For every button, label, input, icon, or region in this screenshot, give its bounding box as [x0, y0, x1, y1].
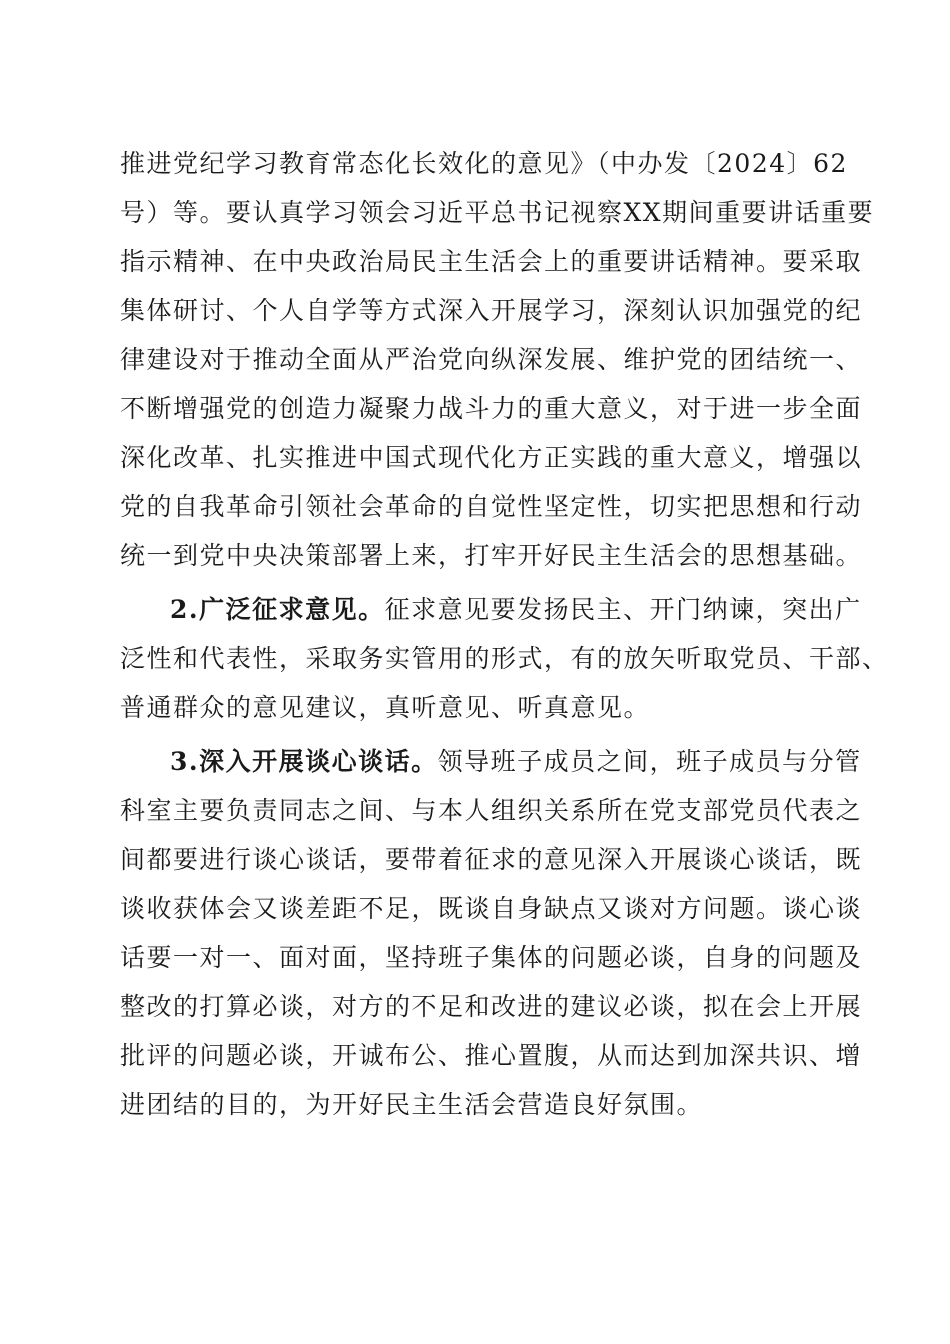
text-line — [120, 585, 862, 634]
text-line — [120, 737, 862, 786]
text-line: 律建设对于推动全面从严治党向纵深发展、维护党的团结统一、 — [120, 345, 863, 374]
text-line: 科室主要负责同志之间、与本人组织关系所在党支部党员代表之 — [120, 796, 863, 825]
text-line: 进团结的目的，为开好民主生活会营造良好氛围。 — [120, 1090, 704, 1119]
document-body — [120, 139, 889, 1129]
section-text: 征求意见要发扬民主、开门纳谏，突出广 — [384, 595, 862, 624]
section-heading: 3.深入开展谈心谈话。 — [170, 747, 438, 776]
text-line: 话要一对一、面对面，坚持班子集体的问题必谈，自身的问题及 — [120, 943, 863, 972]
text-line: 党的自我革命引领社会革命的自觉性坚定性，切实把思想和行动 — [120, 492, 863, 521]
text-line: 泛性和代表性，采取务实管用的形式，有的放矢听取党员、干部、 — [120, 644, 889, 673]
text-line: 集体研讨、个人自学等方式深入开展学习，深刻认识加强党的纪 — [120, 296, 863, 325]
text-line: 普通群众的意见建议，真听意见、听真意见。 — [120, 693, 651, 722]
paragraph-study — [120, 139, 875, 580]
text-line: 间都要进行谈心谈话，要带着征求的意见深入开展谈心谈话，既 — [120, 845, 863, 874]
text-line: 整改的打算必谈，对方的不足和改进的建议必谈，拟在会上开展 — [120, 992, 863, 1021]
text-line: 推进党纪学习教育常态化长效化的意见》（中办发〔2024〕62 — [120, 149, 848, 178]
text-line: 深化改革、扎实推进中国式现代化方正实践的重大意义，增强以 — [120, 443, 863, 472]
section-text: 领导班子成员之间，班子成员与分管 — [437, 747, 862, 776]
paragraph-heart-to-heart-talks — [120, 737, 863, 1129]
section-heading: 2.广泛征求意见。 — [170, 595, 385, 624]
text-line: 统一到党中央决策部署上来，打牢开好民主生活会的思想基础。 — [120, 541, 863, 570]
text-line: 批评的问题必谈，开诚布公、推心置腹，从而达到加深共识、增 — [120, 1041, 863, 1070]
paragraph-solicit-opinions — [120, 585, 889, 732]
text-line: 号）等。要认真学习领会习近平总书记视察XX期间重要讲话重要 — [120, 198, 875, 227]
text-line: 谈收获体会又谈差距不足，既谈自身缺点又谈对方问题。谈心谈 — [120, 894, 863, 923]
text-line: 不断增强党的创造力凝聚力战斗力的重大意义，对于进一步全面 — [120, 394, 863, 423]
text-line: 指示精神、在中央政治局民主生活会上的重要讲话精神。要采取 — [120, 247, 863, 276]
